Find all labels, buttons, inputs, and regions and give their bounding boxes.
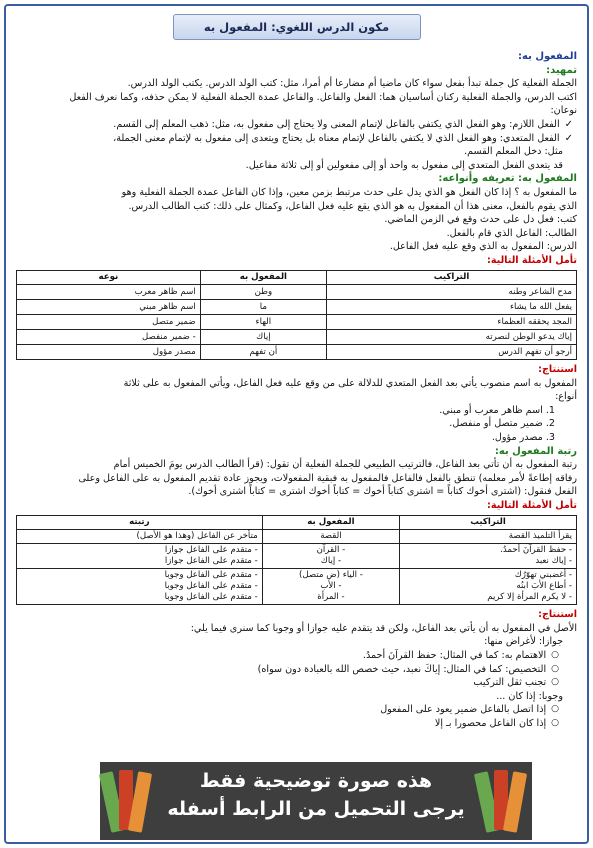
definition-paragraph: الذي يقوم بالفعل، معنى هذا أن المفعول به هو الذي يقع عليه فعل الفاعل، وكمثال على ذلك: كتب الطالب الدرس. <box>128 200 577 212</box>
intro-paragraph: نوعان: <box>550 105 577 117</box>
circle-bullet-icon: ○ <box>551 704 559 715</box>
table-header: نوعه <box>17 270 201 285</box>
conclusion-paragraph: الأصل في المفعول به أن يأتي بعد الفاعل، ولكن قد يتقدم عليه جوازا أو وجوبا كما سنرى فيما يلي: <box>190 622 577 634</box>
circle-bullet-icon: ○ <box>551 650 559 660</box>
lesson-content <box>6 40 587 731</box>
rank-paragraph: رفاقه إطاعةً لأمر معلمه) تنطق بالفعل فالفاعل فالمفعول به فبقية المفعولات، ويجوز عادة تقديم المفعول به على الفاعل وعلى <box>78 472 577 484</box>
books-icon <box>478 766 528 836</box>
examples-table-types <box>16 270 577 361</box>
conclusion-title: استنتاج: <box>538 609 577 621</box>
worksheet-page <box>4 4 589 844</box>
list-item: 1. اسم ظاهر معرب أو مبني. <box>439 404 555 416</box>
conclusion-paragraph: وجوبا: إذا كان ... <box>496 690 563 702</box>
watermark-banner <box>100 762 532 840</box>
list-item: 3. مصدر مؤول. <box>491 432 555 444</box>
conclusion-paragraph: جوازا: لأغراض منها: <box>484 636 563 648</box>
rank-title: رتبة المفعول به: <box>494 445 577 457</box>
circle-bullet-icon: ○ <box>551 677 559 688</box>
list-item: ○ إذا اتصل بالفاعل ضمير يعود على المفعول <box>380 704 559 716</box>
intro-paragraph: اكتب الدرس، والجملة الفعلية ركنان أساسيان هما: الفعل والفاعل. والفاعل عمدة الجملة الفعلية لا يمكن حذفه، وكما نعرف الفعل <box>69 91 577 103</box>
conclusion-paragraph: المفعول به اسم منصوب يأتي بعد الفعل المتعدي للدلالة على من وقع عليه فعل الفاعل، ويأتي المفعول به على ثلاثة <box>123 377 577 389</box>
conclusion-title: استنتاج: <box>538 364 577 376</box>
conclusion-paragraph: أنواع: <box>555 391 577 403</box>
definition-title: المفعول به: تعريفه وأنواعه: <box>438 173 577 185</box>
note-line: قد يتعدى الفعل المتعدي إلى مفعول به واحد أو إلى مفعولين أو إلى ثلاثة مفاعيل. <box>245 159 563 171</box>
definition-paragraph: ما المفعول به ؟ إذا كان الفعل هو الذي يدل على حدث مرتبط بزمن معين، وإذا كان الفاعل عمدة الجملة الفعلية وهو <box>121 186 577 198</box>
intro-paragraph: الجملة الفعلية كل جملة تبدأ بفعل سواء كان ماضيا أم مضارعا أم أمرا، مثل: كتب الولد الدرس. يكتب الولد الدرس. <box>127 78 577 90</box>
definition-line: كتب: فعل دل على حدث وقع في الزمن الماضي. <box>384 214 577 226</box>
table-row: - حفظ القرآنَ أحمدُ. - إياك نعبد - القرآن - إياك - متقدم على الفاعل جوازا - متقدم على الفاعل جوازا <box>17 544 577 569</box>
example-line: مثل: دخل المعلم القسم. <box>464 146 563 158</box>
table-header: التراكيب <box>400 515 577 530</box>
watermark-line-2: يرجى التحميل من الرابط أسفله <box>167 798 465 820</box>
list-item: ✓ الفعل اللازم: وهو الفعل الذي يكتفي بالفاعل لإتمام المعنى ولا يحتاج إلى مفعول به، مثل: ذهب المعلم إلى القسم. <box>113 118 573 130</box>
checkmark-icon: ✓ <box>564 132 573 144</box>
table-row: أرجو أن تفهم الدرس أن تفهم مصدر مؤول <box>17 345 577 360</box>
table-row: - أغضبني تهوّرُك - أطاع الأبَ ابنُه - لا يكرم المرأة إلا كريم - الياء (ض متصل) - الأب - المرأة - متقدم على الفاعل وجوبا - متقدم على الفاعل وجوبا - متقدم على الفاعل وجوبا <box>17 569 577 605</box>
rank-paragraph: الفعل فنقول: (اشترى أخوك كتاباً = اشترى كتاباً أخوك = كتاباً أخوك اشترى = كتاباً اشترى أخوك). <box>188 486 577 498</box>
definition-line: الدرس: المفعول به الذي وقع عليه فعل الفاعل. <box>389 241 577 253</box>
circle-bullet-icon: ○ <box>551 663 559 674</box>
table-header: المفعول به <box>200 270 326 285</box>
table-row: يقرأ التلميذ القصة القصة متأخر عن الفاعل (وهذا هو الأصل) <box>17 530 577 544</box>
list-item: 2. ضمير متصل أو منفصل. <box>449 418 555 430</box>
table-row: المجد يحققه العظماء الهاء ضمير متصل <box>17 315 577 330</box>
section-heading: المفعول به: <box>518 51 577 62</box>
table-header: التراكيب <box>327 270 577 285</box>
intro-title: تمهيد: <box>546 64 577 76</box>
page-title: مكون الدرس اللغوي: المفعول به <box>173 14 421 40</box>
table-header: رتبته <box>17 515 263 530</box>
table-row: يفعل الله ما يشاء ما اسم ظاهر مبني <box>17 300 577 315</box>
examples-table-rank <box>16 515 577 606</box>
examples-title: تأمل الأمثلة التالية: <box>487 254 577 266</box>
watermark-line-1: هذه صورة توضيحية فقط <box>199 770 433 792</box>
list-item: ○ إذا كان الفاعل محصورا بـ إلا <box>434 717 559 729</box>
list-item: ○ التخصيص: كما في المثال: إياكَ نعبد، حيث خصص الله بالعبادة دون سواه) <box>257 663 559 675</box>
table-row: إياك يدعو الوطن لنصرته إياك - ضمير منفصل <box>17 330 577 345</box>
list-item: ○ الاهتمام به: كما في المثال: حفظ القرآنَ أحمدُ. <box>362 650 559 661</box>
definition-line: الطالب: الفاعل الذي قام بالفعل. <box>446 227 577 239</box>
list-item: ✓ الفعل المتعدي: وهو الفعل الذي لا يكتفي بالفاعل لإتمام معناه بل يحتاج ويتعدى إلى مفعول به لإتمام معنى الجملة، <box>113 132 573 144</box>
rank-paragraph: رتبة المفعول به أن تأتي بعد الفاعل، فالترتيب الطبيعي للجملة الفعلية أن تقول: (قرأ الطالب الدرس يومَ الخميس أمام <box>113 459 577 471</box>
checkmark-icon: ✓ <box>564 118 573 130</box>
examples-title: تأمل الأمثلة التالية: <box>487 500 577 512</box>
table-row: مدح الشاعر وطنه وطن اسم ظاهر معرب <box>17 285 577 300</box>
circle-bullet-icon: ○ <box>551 717 559 728</box>
table-header: المفعول به <box>262 515 399 530</box>
list-item: ○ تجنب ثقل التركيب <box>473 677 559 689</box>
books-icon <box>103 766 153 836</box>
